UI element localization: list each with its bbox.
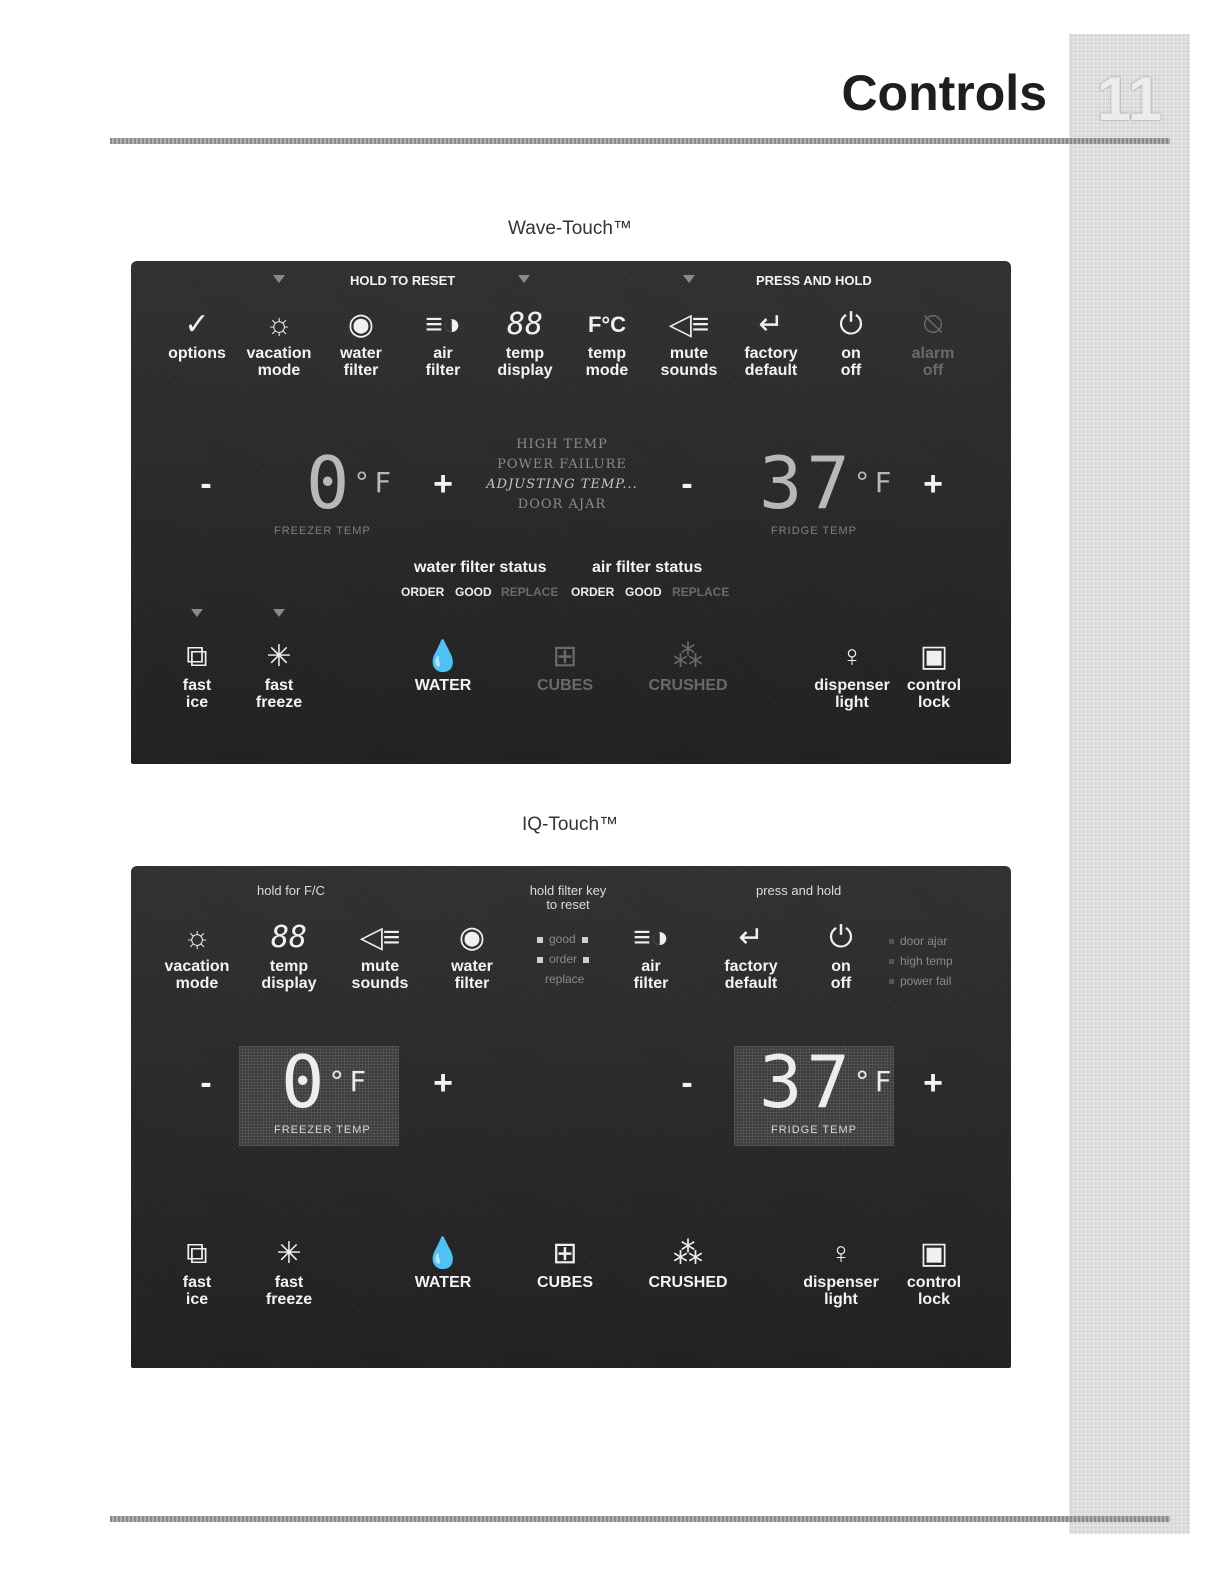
indicator-arrow [518,275,530,283]
fast-ice-label: fast ice [182,1274,212,1308]
light-bulb-icon: ♀ [829,1237,853,1270]
dispenser-light-label: dispenser light [803,1274,879,1308]
water-dispense-label: WATER [414,677,472,694]
control-lock-button[interactable] [888,637,980,711]
fahrenheit-celsius-icon: F°C [587,312,627,337]
crushed-ice-icon: ⁂ [673,640,703,673]
factory-default-button[interactable] [725,305,817,379]
wave-touch-panel [131,261,1011,764]
vacation-mode-label: vacation mode [164,958,230,992]
air-filter-button[interactable] [397,305,489,379]
press-and-hold-hint: press and hold [756,883,842,898]
mute-sounds-label: mute sounds [660,345,718,379]
cubes-icon: ⊞ [552,1237,578,1270]
air-filter-status-title: air filter status [592,559,703,576]
page-title: Controls [841,65,1047,121]
indicator-arrow [683,275,695,283]
speaker-icon: ◁≡ [668,308,710,341]
fast-freeze-label: fast freeze [255,677,303,711]
vacation-mode-button[interactable] [151,918,243,992]
light-bulb-icon: ♀ [840,640,864,673]
factory-default-button[interactable] [705,918,797,992]
page-number: 11 [1096,65,1163,134]
vacation-mode-label: vacation mode [246,345,312,379]
ice-cubes-icon: ⧉ [186,640,208,673]
bell-off-icon: ⍉ [924,308,942,341]
freezer-temp-display [306,441,396,525]
temp-display-button[interactable] [243,918,335,992]
hold-to-reset-hint: HOLD TO RESET [350,273,456,288]
air-filter-label: air filter [425,345,461,379]
freezer-plus-button[interactable]: + [433,1064,453,1102]
on-off-label: on off [830,958,852,992]
options-button[interactable] [151,305,243,362]
fast-ice-button[interactable] [151,1234,243,1308]
cubes-dispense-button[interactable] [519,637,611,694]
freezer-temp-label: FREEZER TEMP [274,1124,371,1136]
power-icon: ⏻ [839,308,863,341]
freezer-temp-value: 0 [306,441,354,525]
water-filter-icon: ◉ [347,308,375,341]
fast-ice-button[interactable] [151,637,243,711]
filter-status-order [531,952,595,966]
crushed-ice-icon: ⁂ [673,1237,703,1270]
freezer-minus-button[interactable]: - [200,465,212,503]
fridge-temp-label: FRIDGE TEMP [771,525,857,537]
sun-icon: ☼ [265,308,293,341]
digits-icon: 88 [270,920,308,955]
water-dispense-label: WATER [414,1274,472,1291]
section-tab [1069,34,1190,1534]
indicator-arrow [273,609,285,617]
air-filter-good: GOOD [625,585,662,599]
fast-freeze-button[interactable] [233,637,325,711]
crushed-dispense-label: CRUSHED [648,1274,728,1291]
power-icon: ⏻ [829,921,853,954]
indicator-arrow [273,275,285,283]
ice-cubes-icon: ⧉ [186,1237,208,1270]
filter-order-text: order [549,952,578,966]
control-lock-label: control lock [906,677,962,711]
temp-mode-label: temp mode [585,345,629,379]
water-filter-label: water filter [340,345,382,379]
freezer-temp-display [281,1040,371,1124]
mute-sounds-button[interactable] [643,305,735,379]
power-fail-text: power fail [900,974,952,988]
door-ajar-indicator [889,934,947,948]
door-ajar-text: door ajar [900,934,948,948]
filter-status-replace: replace [545,972,585,986]
freezer-temp-label: FREEZER TEMP [274,525,371,537]
fast-freeze-label: fast freeze [265,1274,313,1308]
fridge-plus-button[interactable]: + [923,1064,943,1102]
freezer-plus-button[interactable]: + [433,465,453,503]
water-filter-label: water filter [451,958,493,992]
temp-display-label: temp display [261,958,317,992]
fridge-temp-value: 37 [759,441,854,525]
fridge-minus-button[interactable]: - [681,1064,693,1102]
air-filter-label: air filter [633,958,669,992]
air-filter-icon: ≡◑ [633,921,669,954]
sun-icon: ☼ [183,921,211,954]
indicator-arrow [191,609,203,617]
speaker-icon: ◁≡ [359,921,401,954]
on-off-label: on off [840,345,862,379]
hold-for-fc-hint: hold for F/C [257,883,325,898]
water-drop-icon: 💧 [424,1237,462,1270]
press-and-hold-hint: PRESS AND HOLD [756,273,872,288]
dispenser-light-button[interactable] [806,637,898,711]
wave-touch-caption: Wave-Touch™ [508,218,632,239]
water-filter-order: ORDER [401,585,445,599]
fast-freeze-button[interactable] [243,1234,335,1308]
freezer-minus-button[interactable]: - [200,1064,212,1102]
high-temp-text: high temp [900,954,953,968]
hold-filter-key-hint: hold filter key to reset [529,883,607,912]
temp-display-label: temp display [497,345,553,379]
fridge-plus-button[interactable]: + [923,465,943,503]
fridge-temp-unit: °F [853,466,896,499]
fridge-temp-value: 37 [759,1040,854,1124]
freezer-temp-value: 0 [281,1040,329,1124]
high-temp-indicator [889,954,953,968]
lock-icon: ▣ [919,1237,949,1270]
air-filter-icon: ≡◑ [425,308,461,341]
check-circle-icon: ✓ [184,308,210,341]
fast-ice-label: fast ice [182,677,212,711]
water-dispense-button[interactable] [397,1234,489,1291]
fridge-temp-unit: °F [853,1065,896,1098]
alert-adjusting-temp: ADJUSTING TEMP... [486,477,638,492]
fridge-temp-display [759,441,896,525]
cubes-dispense-label: CUBES [536,1274,593,1291]
factory-default-label: factory default [724,958,778,992]
header-rule [110,138,1170,144]
alert-door-ajar: DOOR AJAR [517,497,607,512]
water-filter-status-title: water filter status [414,559,547,576]
air-filter-button[interactable] [605,918,697,992]
power-fail-indicator [889,974,951,988]
filter-good-text: good [549,932,576,946]
on-off-button[interactable] [805,305,897,379]
iq-touch-panel [131,866,1011,1368]
air-filter-order: ORDER [571,585,615,599]
freezer-temp-unit: °F [353,466,396,499]
fridge-temp-display [759,1040,896,1124]
temp-display-button[interactable] [479,305,571,379]
water-drop-icon: 💧 [424,640,462,673]
footer-rule [110,1516,1170,1522]
alarm-off-button[interactable] [887,305,979,379]
dispenser-light-button[interactable] [795,1234,887,1308]
vacation-mode-button[interactable] [233,305,325,379]
water-filter-replace: REPLACE [501,585,559,599]
crushed-dispense-button[interactable] [642,1234,734,1291]
freezer-temp-unit: °F [328,1065,371,1098]
options-label: options [168,345,226,362]
water-dispense-button[interactable] [397,637,489,694]
iq-touch-caption: IQ-Touch™ [521,814,619,835]
water-filter-icon: ◉ [458,921,486,954]
dispenser-light-label: dispenser light [814,677,890,711]
snowflake-icon: ✳ [266,640,292,673]
return-arrow-icon: ↵ [738,921,764,954]
mute-sounds-button[interactable] [334,918,426,992]
cubes-icon: ⊞ [552,640,578,673]
water-filter-button[interactable] [426,918,518,992]
fridge-temp-label: FRIDGE TEMP [771,1124,857,1136]
crushed-dispense-button[interactable] [642,637,734,694]
mute-sounds-label: mute sounds [351,958,409,992]
alert-power-failure: POWER FAILURE [497,457,627,472]
cubes-dispense-button[interactable] [519,1234,611,1291]
fridge-minus-button[interactable]: - [681,465,693,503]
digits-icon: 88 [506,307,544,342]
air-filter-replace: REPLACE [672,585,730,599]
snowflake-icon: ✳ [276,1237,302,1270]
cubes-dispense-label: CUBES [536,677,593,694]
return-arrow-icon: ↵ [758,308,784,341]
temp-mode-button[interactable] [561,305,653,379]
factory-default-label: factory default [744,345,798,379]
control-lock-label: control lock [906,1274,962,1308]
water-filter-good: GOOD [455,585,492,599]
lock-icon: ▣ [919,640,949,673]
crushed-dispense-label: CRUSHED [648,677,728,694]
filter-status-good [531,932,594,946]
control-lock-button[interactable] [888,1234,980,1308]
alert-high-temp: HIGH TEMP [516,437,608,452]
alarm-off-label: alarm off [911,345,955,379]
water-filter-button[interactable] [315,305,407,379]
on-off-button[interactable] [795,918,887,992]
